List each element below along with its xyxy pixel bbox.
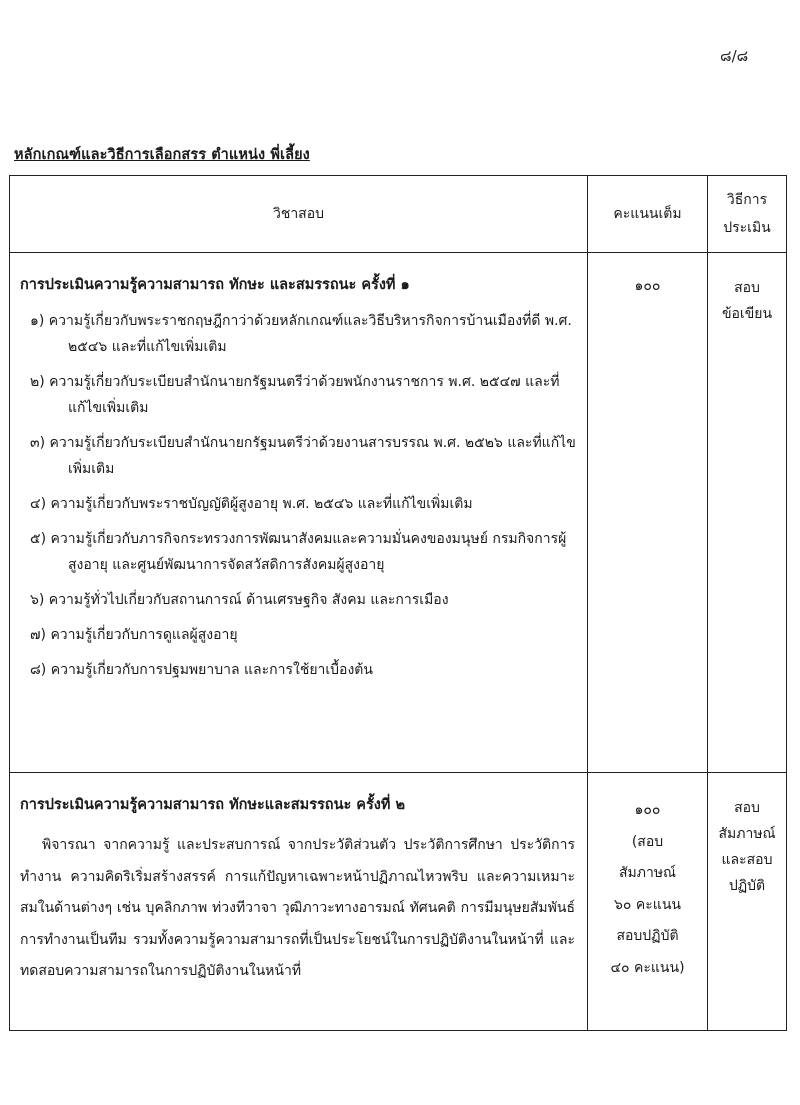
list-item: ๔) ความรู้เกี่ยวกับพระราชบัญญัติผู้สูงอายุ พ.ศ. ๒๕๔๖ และที่แก้ไขเพิ่มเติม [30, 496, 473, 512]
section2-method-line: สัมภาษณ์ [718, 826, 776, 842]
section2-paragraph: พิจารณา จากความรู้ และประสบการณ์ จากประวัติส่วนตัว ประวัติการศึกษา ประวัติการทำงาน ความคิดริเริ่มสร้างสรรค์ การแก้ปัญหาเฉพาะหน้าปฏิภาณไหวพริบ และความเหมาะสมในด้านต่างๆ เช่น บุคลิกภาพ ท่วงทีวาจา วุฒิภาวะทางอารมณ์ ทัศนคติ การมีมนุษยสัมพันธ์ การทำงานเป็นทีม รวมทั้งความรู้ความสามารถที่เป็นประโยชน์ในการปฏิบัติงานในหน้าที่ และทดสอบความสามารถในการปฏิบัติงานในหน้าที่ [20, 837, 575, 979]
section2-score-line: ๑๐๐ [634, 802, 661, 818]
document-title: หลักเกณฑ์และวิธีการเลือกสรร ตำแหน่ง พี่เลี้ยง [14, 147, 310, 163]
list-item: ๖) ความรู้ทั่วไปเกี่ยวกับสถานการณ์ ด้านเศรษฐกิจ สังคม และการเมือง [30, 592, 449, 608]
section2-score [588, 795, 707, 984]
section1-score: ๑๐๐ [634, 278, 661, 294]
section1-subject-cell [10, 253, 588, 773]
list-item: ๘) ความรู้เกี่ยวกับการปฐมพยาบาล และการใช้ยาเบื้องต้น [30, 662, 373, 678]
section1-method [708, 275, 786, 327]
list-item: ๒) ความรู้เกี่ยวกับระเบียบสำนักนายกรัฐมนตรีว่าด้วยพนักงานราชการ พ.ศ. ๒๕๔๗ และที่แก้ไขเพิ่มเติม [30, 374, 560, 416]
list-item: ๕) ความรู้เกี่ยวกับภารกิจกระทรวงการพัฒนาสังคมและความมั่นคงของมนุษย์ กรมกิจการผู้สูงอายุ และศูนย์พัฒนาการจัดสวัสดิการสังคมผู้สูงอายุ [30, 531, 567, 573]
section1-heading: การประเมินความรู้ความสามารถ ทักษะ และสมรรถนะ ครั้งที่ ๑ [20, 277, 410, 293]
header-method-line1: วิธีการ [726, 192, 768, 208]
section2-score-line: สอบปฏิบัติ [616, 928, 679, 944]
section2-score-cell [588, 773, 708, 1031]
header-subject: วิชาสอบ [10, 176, 588, 253]
header-score: คะแนนเต็ม [588, 176, 708, 253]
section2-score-line: สัมภาษณ์ [618, 865, 677, 881]
section2-method-line: สอบ [734, 800, 760, 816]
table-header-row [10, 176, 787, 253]
list-item: ๑) ความรู้เกี่ยวกับพระราชกฤษฎีกาว่าด้วยหลักเกณฑ์และวิธีบริหารกิจการบ้านเมืองที่ดี พ.ศ. ๒๕๔๖ และที่แก้ไขเพิ่มเติม [30, 313, 572, 355]
criteria-table [9, 175, 787, 1031]
section2-score-line: ๖๐ คะแนน [614, 896, 681, 913]
section2-method [708, 795, 786, 899]
section2-heading: การประเมินความรู้ความสามารถ ทักษะและสมรรถนะ ครั้งที่ ๒ [20, 797, 406, 813]
section2-method-cell [708, 773, 787, 1031]
table-row-section1 [10, 253, 787, 773]
section2-method-line: และสอบ [721, 852, 773, 868]
section1-items [10, 308, 587, 691]
section2-score-line: ๔๐ คะแนน) [610, 959, 685, 976]
section1-method-line2: ข้อเขียน [721, 306, 773, 322]
section2-score-line: (สอบ [631, 833, 664, 850]
page-number: ๘/๘ [720, 47, 749, 65]
list-item: ๗) ความรู้เกี่ยวกับการดูแลผู้สูงอายุ [30, 627, 238, 643]
section2-subject-cell [10, 773, 588, 1031]
section2-method-line: ปฏิบัติ [728, 878, 766, 894]
section1-method-line1: สอบ [734, 280, 760, 296]
list-item: ๓) ความรู้เกี่ยวกับระเบียบสำนักนายกรัฐมนตรีว่าด้วยงานสารบรรณ พ.ศ. ๒๕๒๖ และที่แก้ไขเพิ่มเติม [30, 435, 576, 477]
header-method [708, 176, 787, 253]
table-row-section2 [10, 773, 787, 1031]
section1-method-cell [708, 253, 787, 773]
header-method-line2: ประเมิน [723, 220, 771, 236]
section1-score-cell [588, 253, 708, 773]
